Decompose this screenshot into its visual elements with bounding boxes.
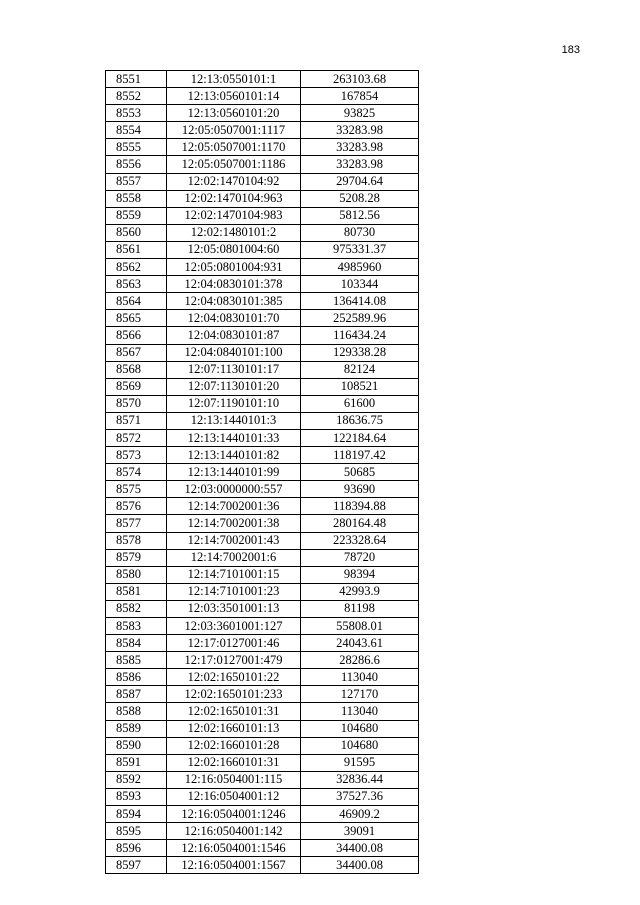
cadastral-number-cell: 12:16:0504001:1246 xyxy=(167,806,301,823)
table-row xyxy=(106,583,419,600)
records-table-body xyxy=(106,71,419,874)
value-cell: 108521 xyxy=(301,378,419,395)
table-row xyxy=(106,395,419,412)
table-row xyxy=(106,105,419,122)
row-number-cell: 8596 xyxy=(106,840,167,857)
table-row xyxy=(106,190,419,207)
table-row xyxy=(106,669,419,686)
table-row xyxy=(106,771,419,788)
row-number-cell: 8583 xyxy=(106,618,167,635)
table-row xyxy=(106,173,419,190)
table-row xyxy=(106,686,419,703)
table-row xyxy=(106,344,419,361)
cadastral-number-cell: 12:05:0507001:1117 xyxy=(167,122,301,139)
row-number-cell: 8557 xyxy=(106,173,167,190)
row-number-cell: 8571 xyxy=(106,412,167,429)
row-number-cell: 8593 xyxy=(106,788,167,805)
table-row xyxy=(106,88,419,105)
table-row xyxy=(106,139,419,156)
value-cell: 252589.96 xyxy=(301,310,419,327)
value-cell: 118394.88 xyxy=(301,498,419,515)
value-cell: 975331.37 xyxy=(301,241,419,258)
value-cell: 46909.2 xyxy=(301,806,419,823)
row-number-cell: 8595 xyxy=(106,823,167,840)
cadastral-number-cell: 12:14:7002001:36 xyxy=(167,498,301,515)
value-cell: 39091 xyxy=(301,823,419,840)
value-cell: 29704.64 xyxy=(301,173,419,190)
value-cell: 5208.28 xyxy=(301,190,419,207)
table-row xyxy=(106,754,419,771)
table-row xyxy=(106,737,419,754)
value-cell: 24043.61 xyxy=(301,635,419,652)
value-cell: 82124 xyxy=(301,361,419,378)
value-cell: 4985960 xyxy=(301,259,419,276)
row-number-cell: 8581 xyxy=(106,583,167,600)
table-row xyxy=(106,412,419,429)
value-cell: 50685 xyxy=(301,464,419,481)
cadastral-number-cell: 12:14:7101001:15 xyxy=(167,566,301,583)
row-number-cell: 8562 xyxy=(106,259,167,276)
cadastral-number-cell: 12:02:1660101:28 xyxy=(167,737,301,754)
cadastral-number-cell: 12:02:1650101:233 xyxy=(167,686,301,703)
row-number-cell: 8561 xyxy=(106,241,167,258)
row-number-cell: 8568 xyxy=(106,361,167,378)
cadastral-number-cell: 12:04:0830101:378 xyxy=(167,276,301,293)
value-cell: 33283.98 xyxy=(301,122,419,139)
table-row xyxy=(106,549,419,566)
cadastral-number-cell: 12:14:7002001:38 xyxy=(167,515,301,532)
value-cell: 32836.44 xyxy=(301,771,419,788)
cadastral-number-cell: 12:03:0000000:557 xyxy=(167,481,301,498)
cadastral-number-cell: 12:04:0830101:87 xyxy=(167,327,301,344)
cadastral-number-cell: 12:02:1660101:31 xyxy=(167,754,301,771)
value-cell: 33283.98 xyxy=(301,139,419,156)
cadastral-number-cell: 12:05:0507001:1186 xyxy=(167,156,301,173)
row-number-cell: 8597 xyxy=(106,857,167,874)
cadastral-number-cell: 12:04:0840101:100 xyxy=(167,344,301,361)
value-cell: 18636.75 xyxy=(301,412,419,429)
row-number-cell: 8560 xyxy=(106,224,167,241)
row-number-cell: 8569 xyxy=(106,378,167,395)
cadastral-number-cell: 12:02:1470104:983 xyxy=(167,207,301,224)
cadastral-number-cell: 12:17:0127001:46 xyxy=(167,635,301,652)
table-row xyxy=(106,327,419,344)
row-number-cell: 8567 xyxy=(106,344,167,361)
table-row xyxy=(106,788,419,805)
table-row xyxy=(106,429,419,446)
row-number-cell: 8576 xyxy=(106,498,167,515)
table-row xyxy=(106,600,419,617)
row-number-cell: 8580 xyxy=(106,566,167,583)
cadastral-number-cell: 12:04:0830101:70 xyxy=(167,310,301,327)
table-row xyxy=(106,823,419,840)
records-table xyxy=(105,70,419,874)
row-number-cell: 8572 xyxy=(106,429,167,446)
table-row xyxy=(106,566,419,583)
cadastral-number-cell: 12:13:1440101:3 xyxy=(167,412,301,429)
table-row xyxy=(106,481,419,498)
cadastral-number-cell: 12:02:1650101:22 xyxy=(167,669,301,686)
value-cell: 34400.08 xyxy=(301,857,419,874)
value-cell: 80730 xyxy=(301,224,419,241)
value-cell: 223328.64 xyxy=(301,532,419,549)
cadastral-number-cell: 12:05:0507001:1170 xyxy=(167,139,301,156)
cadastral-number-cell: 12:13:0560101:20 xyxy=(167,105,301,122)
value-cell: 280164.48 xyxy=(301,515,419,532)
value-cell: 34400.08 xyxy=(301,840,419,857)
value-cell: 129338.28 xyxy=(301,344,419,361)
row-number-cell: 8570 xyxy=(106,395,167,412)
page-number: 183 xyxy=(561,44,580,56)
cadastral-number-cell: 12:14:7002001:6 xyxy=(167,549,301,566)
table-row xyxy=(106,635,419,652)
table-row xyxy=(106,293,419,310)
value-cell: 93825 xyxy=(301,105,419,122)
table-row xyxy=(106,447,419,464)
cadastral-number-cell: 12:16:0504001:1567 xyxy=(167,857,301,874)
table-row xyxy=(106,515,419,532)
row-number-cell: 8592 xyxy=(106,771,167,788)
value-cell: 98394 xyxy=(301,566,419,583)
value-cell: 263103.68 xyxy=(301,71,419,88)
cadastral-number-cell: 12:13:1440101:99 xyxy=(167,464,301,481)
row-number-cell: 8573 xyxy=(106,447,167,464)
value-cell: 61600 xyxy=(301,395,419,412)
value-cell: 122184.64 xyxy=(301,429,419,446)
cadastral-number-cell: 12:13:1440101:33 xyxy=(167,429,301,446)
table-row xyxy=(106,259,419,276)
value-cell: 5812.56 xyxy=(301,207,419,224)
table-row xyxy=(106,276,419,293)
cadastral-number-cell: 12:13:0550101:1 xyxy=(167,71,301,88)
value-cell: 167854 xyxy=(301,88,419,105)
cadastral-number-cell: 12:03:3601001:127 xyxy=(167,618,301,635)
table-row xyxy=(106,532,419,549)
table-row xyxy=(106,618,419,635)
table-row xyxy=(106,498,419,515)
table-row xyxy=(106,71,419,88)
row-number-cell: 8588 xyxy=(106,703,167,720)
value-cell: 127170 xyxy=(301,686,419,703)
value-cell: 104680 xyxy=(301,720,419,737)
cadastral-number-cell: 12:07:1190101:10 xyxy=(167,395,301,412)
cadastral-number-cell: 12:07:1130101:20 xyxy=(167,378,301,395)
cadastral-number-cell: 12:16:0504001:142 xyxy=(167,823,301,840)
table-row xyxy=(106,703,419,720)
value-cell: 55808.01 xyxy=(301,618,419,635)
table-row xyxy=(106,464,419,481)
table-row xyxy=(106,310,419,327)
row-number-cell: 8553 xyxy=(106,105,167,122)
table-row xyxy=(106,122,419,139)
row-number-cell: 8594 xyxy=(106,806,167,823)
cadastral-number-cell: 12:05:0801004:60 xyxy=(167,241,301,258)
cadastral-number-cell: 12:02:1470104:92 xyxy=(167,173,301,190)
value-cell: 103344 xyxy=(301,276,419,293)
row-number-cell: 8551 xyxy=(106,71,167,88)
cadastral-number-cell: 12:13:1440101:82 xyxy=(167,447,301,464)
table-row xyxy=(106,840,419,857)
cadastral-number-cell: 12:16:0504001:115 xyxy=(167,771,301,788)
row-number-cell: 8577 xyxy=(106,515,167,532)
row-number-cell: 8590 xyxy=(106,737,167,754)
value-cell: 113040 xyxy=(301,703,419,720)
row-number-cell: 8582 xyxy=(106,600,167,617)
row-number-cell: 8575 xyxy=(106,481,167,498)
row-number-cell: 8558 xyxy=(106,190,167,207)
value-cell: 42993.9 xyxy=(301,583,419,600)
row-number-cell: 8556 xyxy=(106,156,167,173)
cadastral-number-cell: 12:14:7101001:23 xyxy=(167,583,301,600)
row-number-cell: 8587 xyxy=(106,686,167,703)
row-number-cell: 8559 xyxy=(106,207,167,224)
value-cell: 28286.6 xyxy=(301,652,419,669)
table-row xyxy=(106,156,419,173)
row-number-cell: 8578 xyxy=(106,532,167,549)
table-row xyxy=(106,241,419,258)
cadastral-number-cell: 12:13:0560101:14 xyxy=(167,88,301,105)
value-cell: 93690 xyxy=(301,481,419,498)
row-number-cell: 8566 xyxy=(106,327,167,344)
cadastral-number-cell: 12:14:7002001:43 xyxy=(167,532,301,549)
cadastral-number-cell: 12:02:1470104:963 xyxy=(167,190,301,207)
value-cell: 81198 xyxy=(301,600,419,617)
row-number-cell: 8552 xyxy=(106,88,167,105)
table-row xyxy=(106,224,419,241)
value-cell: 33283.98 xyxy=(301,156,419,173)
value-cell: 116434.24 xyxy=(301,327,419,344)
row-number-cell: 8555 xyxy=(106,139,167,156)
row-number-cell: 8563 xyxy=(106,276,167,293)
table-row xyxy=(106,720,419,737)
value-cell: 78720 xyxy=(301,549,419,566)
table-row xyxy=(106,378,419,395)
cadastral-number-cell: 12:02:1650101:31 xyxy=(167,703,301,720)
cadastral-number-cell: 12:04:0830101:385 xyxy=(167,293,301,310)
table-row xyxy=(106,806,419,823)
table-row xyxy=(106,857,419,874)
table-row xyxy=(106,652,419,669)
cadastral-number-cell: 12:02:1480101:2 xyxy=(167,224,301,241)
cadastral-number-cell: 12:02:1660101:13 xyxy=(167,720,301,737)
cadastral-number-cell: 12:05:0801004:931 xyxy=(167,259,301,276)
row-number-cell: 8589 xyxy=(106,720,167,737)
value-cell: 37527.36 xyxy=(301,788,419,805)
cadastral-number-cell: 12:16:0504001:12 xyxy=(167,788,301,805)
row-number-cell: 8585 xyxy=(106,652,167,669)
cadastral-number-cell: 12:07:1130101:17 xyxy=(167,361,301,378)
cadastral-number-cell: 12:16:0504001:1546 xyxy=(167,840,301,857)
row-number-cell: 8579 xyxy=(106,549,167,566)
row-number-cell: 8554 xyxy=(106,122,167,139)
row-number-cell: 8565 xyxy=(106,310,167,327)
table-row xyxy=(106,361,419,378)
value-cell: 104680 xyxy=(301,737,419,754)
value-cell: 118197.42 xyxy=(301,447,419,464)
value-cell: 91595 xyxy=(301,754,419,771)
row-number-cell: 8586 xyxy=(106,669,167,686)
cadastral-number-cell: 12:17:0127001:479 xyxy=(167,652,301,669)
row-number-cell: 8564 xyxy=(106,293,167,310)
value-cell: 113040 xyxy=(301,669,419,686)
row-number-cell: 8591 xyxy=(106,754,167,771)
cadastral-number-cell: 12:03:3501001:13 xyxy=(167,600,301,617)
value-cell: 136414.08 xyxy=(301,293,419,310)
row-number-cell: 8574 xyxy=(106,464,167,481)
row-number-cell: 8584 xyxy=(106,635,167,652)
table-row xyxy=(106,207,419,224)
